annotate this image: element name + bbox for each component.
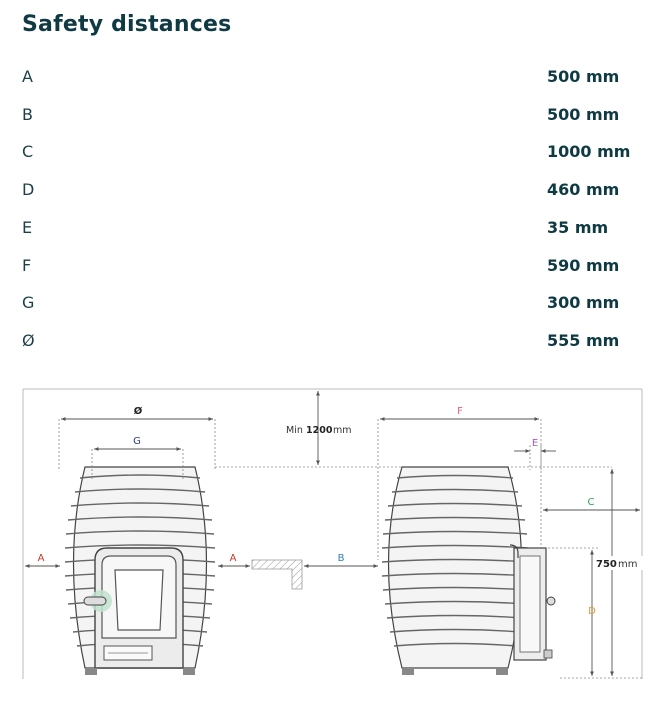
a-label-left: A xyxy=(37,553,45,564)
a-dimension-right xyxy=(218,553,250,566)
stove-front-view xyxy=(65,467,215,675)
spec-label: C xyxy=(22,142,34,161)
spec-row-f xyxy=(22,256,632,280)
safety-distance-diagram xyxy=(0,380,666,697)
b-dimension xyxy=(304,553,378,566)
spec-value: 300 mm xyxy=(547,293,620,312)
c-label: C xyxy=(587,497,595,508)
diameter-label: Ø xyxy=(133,406,143,417)
min-prefix: Min xyxy=(286,425,303,436)
c-dimension xyxy=(543,497,640,510)
height-value: 750 xyxy=(596,559,617,570)
spec-row-c xyxy=(22,142,632,166)
spec-row-e xyxy=(22,218,632,242)
height-dimension xyxy=(560,469,646,678)
stove-side-view xyxy=(382,467,555,675)
wall-section xyxy=(252,560,302,589)
e-label: E xyxy=(531,438,539,449)
d-dimension xyxy=(548,548,600,676)
e-dimension xyxy=(514,438,556,470)
spec-row-d xyxy=(22,180,632,204)
spec-row-b xyxy=(22,105,632,129)
min-unit: mm xyxy=(333,425,352,436)
spec-value: 460 mm xyxy=(547,180,620,199)
diagram-svg xyxy=(0,380,666,697)
ceiling-clearance-dimension xyxy=(215,391,612,467)
spec-value: 500 mm xyxy=(547,105,620,124)
spec-label: G xyxy=(22,293,35,312)
f-label: F xyxy=(457,406,463,417)
g-label: G xyxy=(133,436,141,447)
spec-row-diameter xyxy=(22,331,632,355)
spec-label: D xyxy=(22,180,35,199)
a-label-right: A xyxy=(229,553,237,564)
spec-value: 500 mm xyxy=(547,67,620,86)
spec-label: E xyxy=(22,218,33,237)
a-dimension-left xyxy=(25,553,60,566)
spec-value: 35 mm xyxy=(547,218,609,237)
page-title: Safety distances xyxy=(22,12,232,37)
spec-label: F xyxy=(22,256,32,275)
height-unit: mm xyxy=(618,559,638,570)
spec-label: B xyxy=(22,105,33,124)
spec-value: 590 mm xyxy=(547,256,620,275)
b-label: B xyxy=(337,553,345,564)
d-label: D xyxy=(588,606,596,617)
spec-row-g xyxy=(22,293,632,317)
spec-label: Ø xyxy=(22,331,35,350)
spec-label: A xyxy=(22,67,33,86)
spec-value: 555 mm xyxy=(547,331,620,350)
min-value: 1200 xyxy=(306,425,333,436)
spec-value: 1000 mm xyxy=(547,142,631,161)
spec-row-a xyxy=(22,67,632,91)
